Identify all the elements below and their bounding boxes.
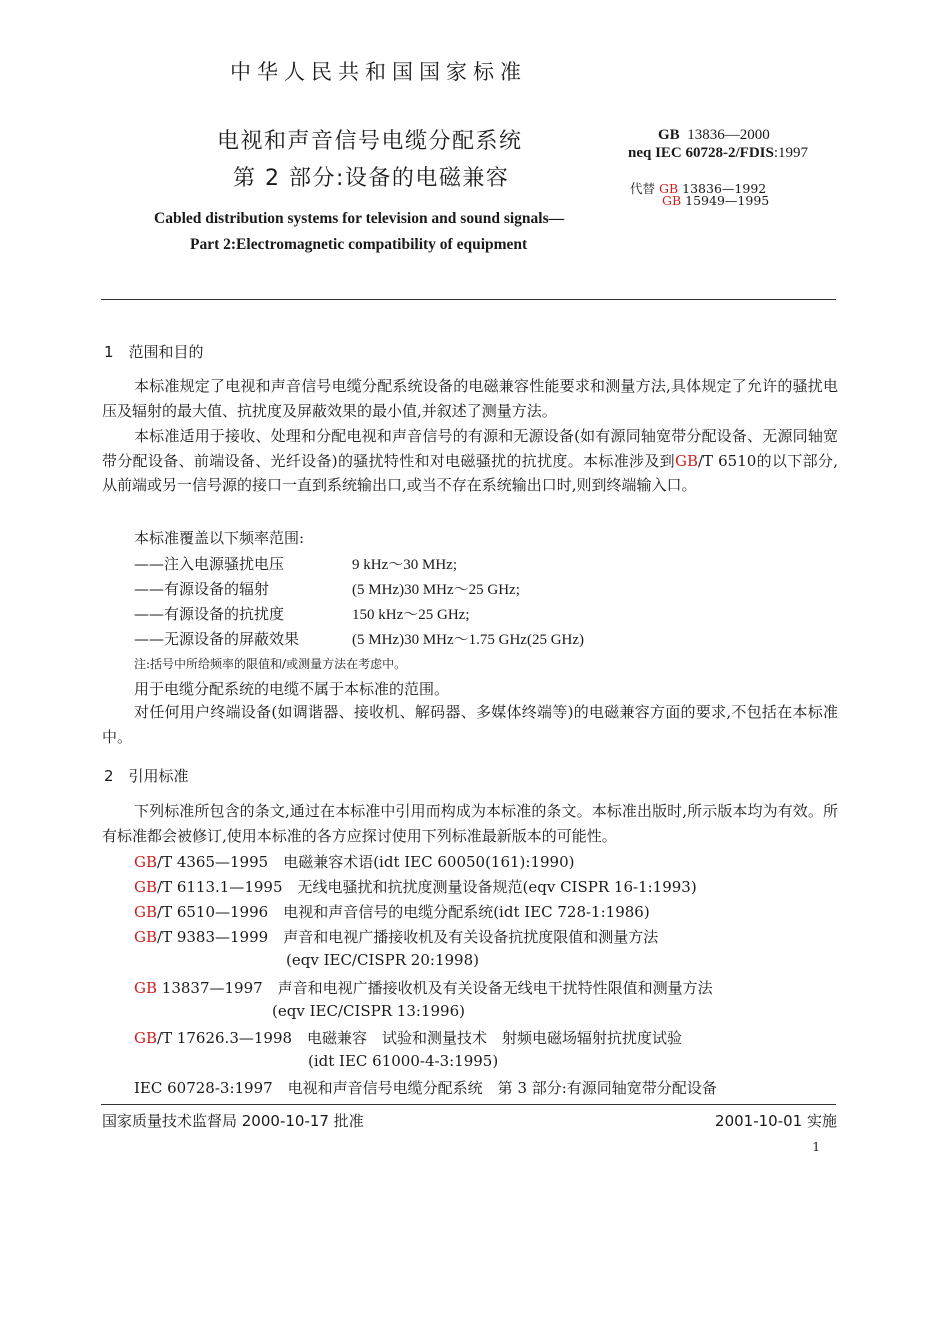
equivalence-prefix: neq IEC 60728-2/FDIS (628, 145, 774, 161)
reference-gb-prefix: GB (134, 1029, 158, 1047)
footer-divider (101, 1104, 836, 1105)
freq-item-label: ——注入电源骚扰电压 (134, 555, 285, 573)
section1-para2-gb: GB (674, 451, 698, 470)
reference-continuation: (idt IEC 61000-4-3:1995) (308, 1052, 499, 1070)
reference-text: /T 9383—1999 声音和电视广播接收机及有关设备抗扰度限值和测量方法 (157, 928, 659, 946)
freq-item-label: ——有源设备的辐射 (134, 580, 270, 598)
title-en-line2: Part 2:Electromagnetic compatibility of equipment (190, 236, 528, 253)
page-number: 1 (812, 1140, 820, 1154)
approval-date: 国家质量技术监督局 2000-10-17 批准 (102, 1112, 364, 1130)
national-standard-heading: 中华人民共和国国家标准 (230, 60, 527, 84)
reference-continuation: (eqv IEC/CISPR 20:1998) (286, 951, 479, 969)
freq-item-label: ——无源设备的屏蔽效果 (134, 630, 300, 648)
section1-para2 (102, 424, 838, 498)
reference-text: IEC 60728-3:1997 电视和声音信号电缆分配系统 第 3 部分:有源同轴宽带分配设备 (134, 1079, 717, 1097)
reference-item (134, 977, 713, 998)
reference-text: /T 6113.1—1995 无线电骚扰和抗扰度测量设备规范(eqv CISPR 16-1:1993) (157, 878, 697, 896)
title-cn-line2: 第 2 部分:设备的电磁兼容 (233, 166, 510, 191)
replaces-number-1: 13836—1992 (682, 181, 767, 196)
reference-gb-prefix: GB (134, 903, 158, 921)
freq-item-range: (5 MHz)30 MHz～25 GHz; (352, 582, 520, 598)
section1-para2-text-b: /T 6510的以下部分,从前端或另一信号源的接口一直到系统输出口,或当不存在系统输出口时,则到终端输入口。 (102, 451, 838, 495)
frequency-note: 注:括号中所给频率的限值和/或测量方法在考虑中。 (134, 657, 407, 671)
section2-para1: 下列标准所包含的条文,通过在本标准中引用而构成为本标准的条文。本标准出版时,所示版本均为有效。所有标准都会被修订,使用本标准的各方应探讨使用下列标准最新版本的可能性。 (102, 802, 838, 845)
reference-text: /T 4365—1995 电磁兼容术语(idt IEC 60050(161):1990) (157, 853, 575, 871)
title-en-line1: Cabled distribution systems for television and sound signals— (154, 210, 565, 227)
reference-gb-prefix: GB (134, 979, 158, 997)
equivalence-code (628, 145, 808, 162)
replaces-number-2: 15949—1995 (685, 193, 770, 208)
section2-heading: 2 引用标准 (104, 767, 189, 785)
reference-text: /T 6510—1996 电视和声音信号的电缆分配系统(idt IEC 728-1:1986) (157, 903, 650, 921)
section1-para4: 对任何用户终端设备(如调谐器、接收机、解码器、多媒体终端等)的电磁兼容方面的要求,不包括在本标准中。 (102, 703, 838, 746)
freq-item-range: 9 kHz～30 MHz; (352, 557, 457, 573)
reference-gb-prefix: GB (134, 878, 158, 896)
replaces-prefix-1: GB (659, 181, 679, 196)
reference-item (134, 1077, 717, 1098)
freq-intro: 本标准覆盖以下频率范围: (134, 529, 305, 547)
effective-date: 2001-10-01 实施 (715, 1112, 837, 1130)
reference-text: 13837—1997 声音和电视广播接收机及有关设备无线电干扰特性限值和测量方法 (157, 979, 713, 997)
standard-code-number: 13836—2000 (687, 127, 770, 143)
reference-gb-prefix: GB (134, 853, 158, 871)
header-divider (101, 299, 836, 300)
reference-item (134, 1027, 682, 1048)
equivalence-suffix: :1997 (773, 145, 809, 161)
reference-continuation: (eqv IEC/CISPR 13:1996) (272, 1002, 465, 1020)
replaces-label: 代替 (630, 181, 656, 196)
replaces-line2 (662, 193, 769, 208)
reference-item (134, 926, 658, 947)
section1-heading: 1 范围和目的 (104, 343, 204, 361)
reference-item (134, 901, 650, 922)
standard-code (658, 127, 770, 144)
replaces-prefix-2: GB (662, 193, 682, 208)
freq-item-range: (5 MHz)30 MHz～1.75 GHz(25 GHz) (352, 632, 585, 648)
reference-item (134, 851, 575, 872)
section1-para1: 本标准规定了电视和声音信号电缆分配系统设备的电磁兼容性能要求和测量方法,具体规定了允许的骚扰电压及辐射的最大值、抗扰度及屏蔽效果的最小值,并叙述了测量方法。 (102, 377, 838, 420)
reference-item (134, 876, 697, 897)
standard-code-prefix: GB (658, 127, 680, 143)
freq-item-range: 150 kHz～25 GHz; (352, 607, 470, 623)
title-cn-line1: 电视和声音信号电缆分配系统 (217, 129, 523, 154)
section1-para2-text-a: 本标准适用于接收、处理和分配电视和声音信号的有源和无源设备(如有源同轴宽带分配设备、无源同轴宽带分配设备、前端设备、光纤设备)的骚扰特性和对电磁骚扰的抗扰度。本标准涉及到 (102, 427, 838, 470)
reference-text: /T 17626.3—1998 电磁兼容 试验和测量技术 射频电磁场辐射抗扰度试验 (157, 1029, 683, 1047)
section1-para3: 用于电缆分配系统的电缆不属于本标准的范围。 (134, 680, 450, 698)
freq-item-label: ——有源设备的抗扰度 (134, 605, 285, 623)
reference-gb-prefix: GB (134, 928, 158, 946)
